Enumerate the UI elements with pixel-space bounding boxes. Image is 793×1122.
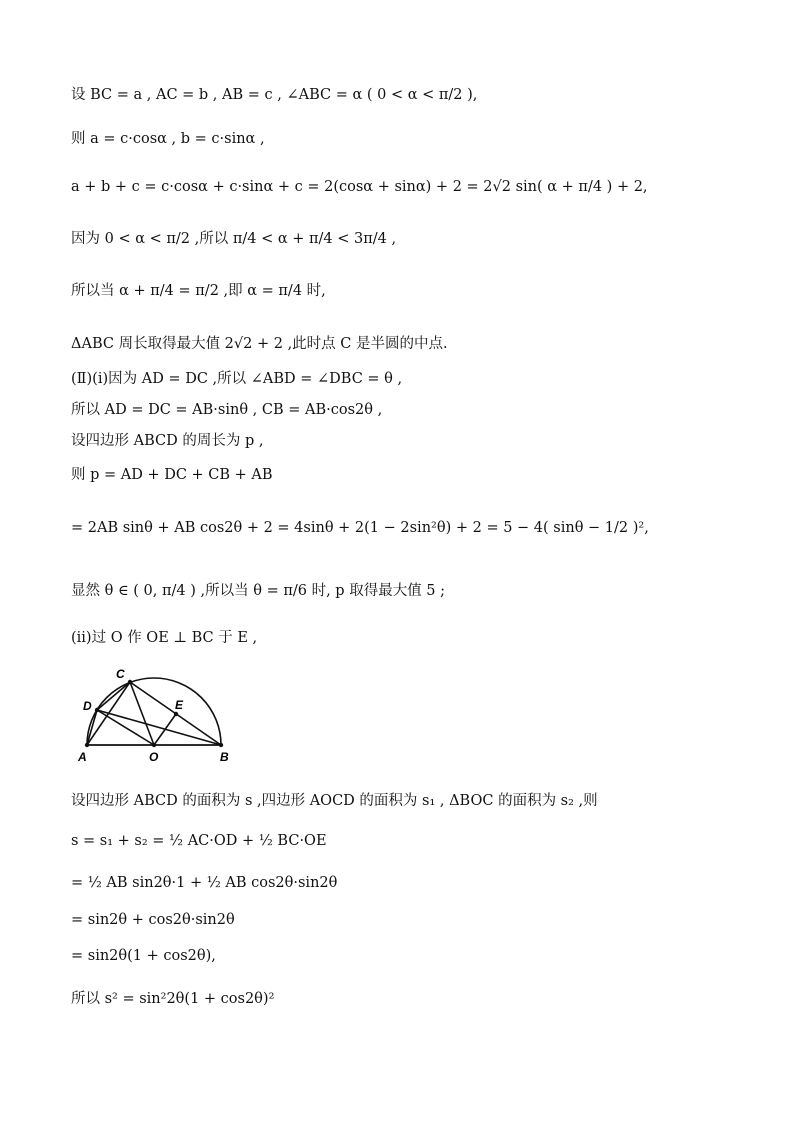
semicircle-figure <box>72 662 242 772</box>
point-C <box>128 680 132 684</box>
text-line-11: = 2AB sinθ + AB cos2θ + 2 = 4sinθ + 2(1 − 2sin²θ) + 2 = 5 − 4( sinθ − 1/2 )², <box>71 520 649 536</box>
text-line-2: 则 a = c·cosα , b = c·sinα , <box>71 131 265 147</box>
label-D: D <box>83 699 92 713</box>
text-line-9: 设四边形 ABCD 的周长为 p , <box>71 433 264 449</box>
text-line-5: 所以当 α + π/4 = π/2 ,即 α = π/4 时, <box>71 283 326 299</box>
label-C: C <box>116 667 125 681</box>
text-line-10: 则 p = AD + DC + CB + AB <box>71 467 273 483</box>
text-line-3: a + b + c = c·cosα + c·sinα + c = 2(cosα + sinα) + 2 = 2√2 sin( α + π/4 ) + 2, <box>71 179 648 195</box>
text-line-4: 因为 0 < α < π/2 ,所以 π/4 < α + π/4 < 3π/4 , <box>71 231 397 247</box>
segment-OD <box>97 710 154 745</box>
label-A: A <box>78 750 87 764</box>
text-line-15: s = s₁ + s₂ = ½ AC·OD + ½ BC·OE <box>71 833 327 849</box>
point-B <box>219 743 223 747</box>
text-line-12: 显然 θ ∈ ( 0, π/4 ) ,所以当 θ = π/6 时, p 取得最大值 5 ; <box>71 583 446 599</box>
text-line-16: = ½ AB sin2θ·1 + ½ AB cos2θ·sin2θ <box>71 875 338 891</box>
point-O <box>152 743 156 747</box>
segment-OE <box>154 714 176 745</box>
point-D <box>95 708 99 712</box>
text-line-6: ΔABC 周长取得最大值 2√2 + 2 ,此时点 C 是半圆的中点. <box>71 336 448 352</box>
label-E: E <box>175 698 184 712</box>
semicircle-arc <box>87 678 221 745</box>
segment-DB <box>97 710 221 745</box>
label-B: B <box>220 750 229 764</box>
text-line-17: = sin2θ + cos2θ·sin2θ <box>71 912 235 928</box>
text-line-18: = sin2θ(1 + cos2θ), <box>71 948 216 964</box>
text-line-7: (Ⅱ)(ⅰ)因为 AD = DC ,所以 ∠ABD = ∠DBC = θ , <box>71 371 403 387</box>
text-line-13: (ⅱ)过 O 作 OE ⊥ BC 于 E , <box>71 630 258 646</box>
text-line-1: 设 BC = a , AC = b , AB = c , ∠ABC = α ( 0 < α < π/2 ), <box>71 87 478 103</box>
text-line-8: 所以 AD = DC = AB·sinθ , CB = AB·cos2θ , <box>71 402 383 418</box>
segment-OC <box>130 682 154 745</box>
point-A <box>85 743 89 747</box>
text-line-14: 设四边形 ABCD 的面积为 s ,四边形 AOCD 的面积为 s₁ , ΔBOC 的面积为 s₂ ,则 <box>71 793 598 809</box>
label-O: O <box>149 750 159 764</box>
text-line-19: 所以 s² = sin²2θ(1 + cos2θ)² <box>71 991 275 1007</box>
point-E <box>174 712 178 716</box>
